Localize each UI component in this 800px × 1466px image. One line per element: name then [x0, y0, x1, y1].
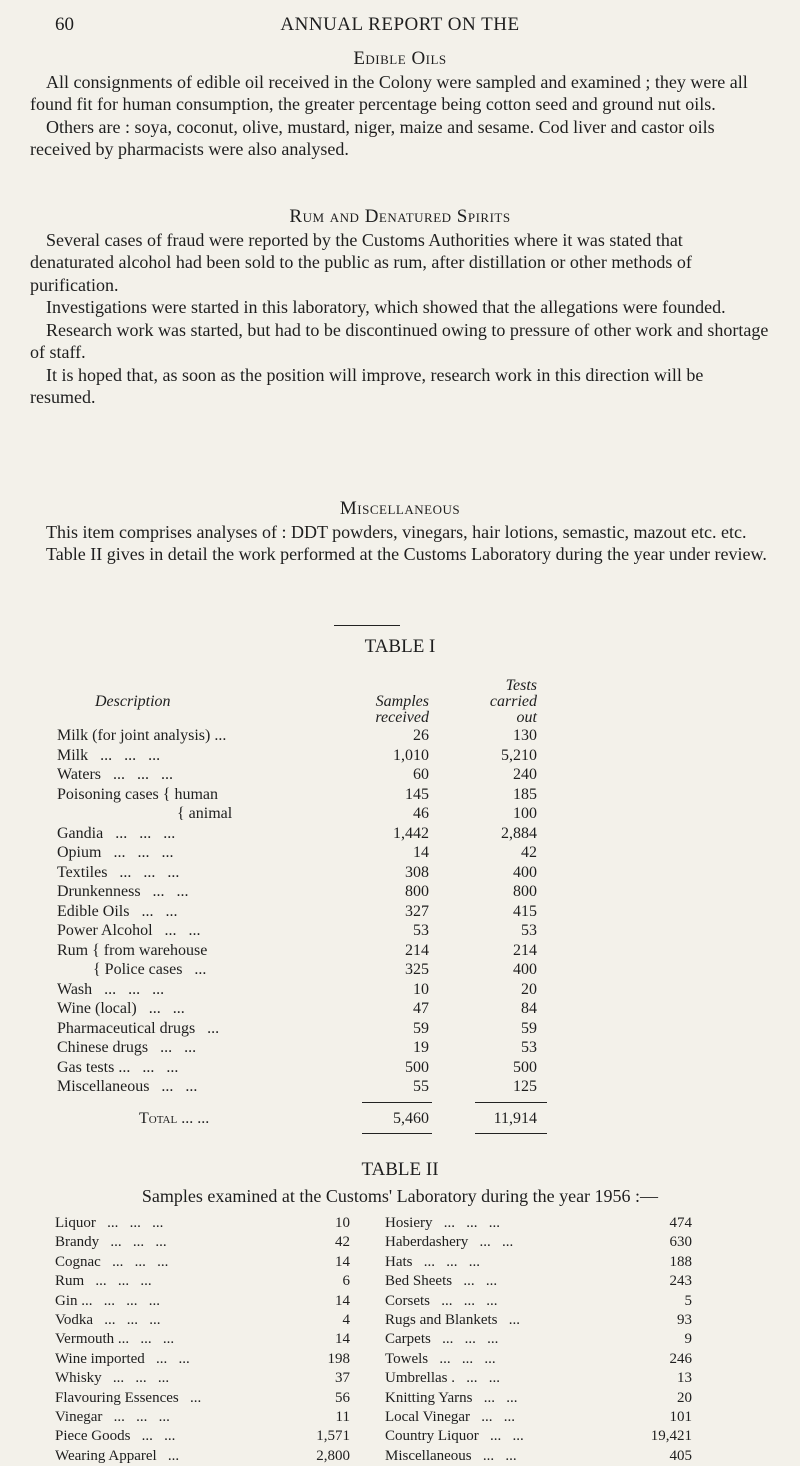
row-tests: 53	[521, 922, 537, 939]
item-label: Vinegar ... ... ...	[55, 1408, 170, 1425]
item-label: Piece Goods ... ...	[55, 1428, 176, 1445]
row-samples: 214	[405, 941, 429, 959]
table1-row	[57, 902, 617, 922]
item-label: Whisky ... ... ...	[55, 1370, 170, 1387]
item-label: Flavouring Essences ...	[55, 1389, 202, 1406]
table1-row	[57, 746, 617, 766]
item-label: Wearing Apparel ...	[55, 1447, 180, 1464]
row-tests: 125	[513, 1078, 537, 1095]
section-divider	[334, 625, 400, 626]
table2-row	[55, 1330, 755, 1349]
paragraph: All consignments of edible oil received in the Colony were sampled and examined ; they were all found fit for human consumption, the greater percentage being cotton seed and ground nut oils.	[30, 71, 748, 114]
table1-row	[57, 1019, 617, 1039]
item-count: 630	[669, 1234, 692, 1251]
row-description: Milk (for joint analysis) ...	[57, 727, 227, 744]
row-description: Wine (local) ... ...	[57, 1000, 185, 1017]
item-label: Carpets ... ... ...	[385, 1331, 499, 1348]
table1-title: TABLE I	[364, 636, 436, 657]
table2-row	[55, 1427, 755, 1446]
table1-row	[57, 785, 617, 805]
row-samples: 53	[413, 922, 429, 939]
table2-row	[55, 1272, 755, 1291]
item-label: Hosiery ... ... ...	[385, 1215, 500, 1231]
table1-row	[57, 980, 617, 1000]
item-count: 14	[335, 1292, 350, 1309]
row-tests: 400	[513, 961, 537, 978]
row-tests: 84	[521, 1000, 537, 1017]
table1-row	[57, 843, 617, 863]
table1-row	[57, 863, 617, 883]
table2-row	[55, 1447, 755, 1466]
row-samples: 1,442	[393, 824, 429, 842]
col-description: Description	[95, 693, 171, 710]
row-tests: 130	[513, 727, 537, 744]
section-title: Miscellaneous	[339, 498, 461, 519]
row-description: Gandia ... ... ...	[57, 824, 176, 842]
row-description: Pharmaceutical drugs ...	[57, 1019, 220, 1037]
table1-row	[57, 1058, 617, 1078]
item-count: 243	[669, 1273, 692, 1290]
row-description: Waters ... ... ...	[57, 766, 174, 783]
table1-total-row	[57, 1109, 617, 1131]
row-tests: 2,884	[501, 824, 537, 842]
table2-title: TABLE II	[361, 1159, 439, 1180]
item-count: 93	[677, 1311, 692, 1328]
item-label: Local Vinegar ... ...	[385, 1408, 516, 1425]
table1-row	[57, 882, 617, 902]
item-count: 2,800	[316, 1447, 350, 1464]
table1-row	[57, 824, 617, 844]
table2-row	[55, 1408, 755, 1427]
table1-body	[57, 726, 617, 1097]
row-tests: 5,210	[501, 746, 537, 764]
row-samples: 145	[405, 785, 429, 803]
item-label: Vodka ... ... ...	[55, 1311, 161, 1328]
rule	[362, 1102, 432, 1103]
table2-body	[55, 1214, 755, 1466]
item-count: 246	[669, 1350, 692, 1367]
rule	[475, 1133, 547, 1134]
row-description: Milk ... ... ...	[57, 746, 161, 764]
row-tests: 240	[513, 766, 537, 783]
total-samples: 5,460	[393, 1109, 429, 1127]
total-tests: 11,914	[493, 1109, 537, 1127]
rule	[475, 1102, 547, 1103]
col-samples-line2: received	[375, 709, 429, 726]
item-count: 5	[684, 1292, 692, 1309]
item-count: 42	[335, 1234, 350, 1251]
item-count: 14	[335, 1331, 350, 1348]
col-samples-line1: Samples	[375, 693, 429, 710]
item-label: Umbrellas . ... ...	[385, 1370, 500, 1387]
item-count: 6	[342, 1273, 350, 1290]
miscellaneous-section	[30, 498, 770, 566]
item-count: 56	[335, 1389, 350, 1406]
row-samples: 14	[413, 844, 429, 861]
page-number: 60	[55, 14, 74, 35]
table1-row	[57, 921, 617, 941]
row-samples: 325	[405, 961, 429, 978]
item-label: Hats ... ... ...	[385, 1253, 480, 1270]
item-label: Gin ... ... ... ...	[55, 1292, 160, 1309]
table1-row	[57, 999, 617, 1019]
table1	[57, 672, 617, 1139]
item-count: 188	[669, 1253, 692, 1270]
table1-rule-row	[57, 1097, 617, 1109]
row-tests: 59	[521, 1019, 537, 1037]
row-tests: 185	[513, 785, 537, 803]
col-tests-line3: out	[516, 709, 537, 726]
row-tests: 20	[521, 980, 537, 998]
col-tests-line1: Tests	[505, 677, 537, 694]
row-samples: 59	[413, 1019, 429, 1037]
item-label: Wine imported ... ...	[55, 1350, 190, 1367]
table2	[55, 1214, 755, 1466]
table1-row	[57, 765, 617, 785]
item-label: Brandy ... ... ...	[55, 1234, 167, 1251]
row-tests: 500	[513, 1058, 537, 1076]
item-count: 198	[327, 1350, 350, 1367]
row-description: Power Alcohol ... ...	[57, 922, 201, 939]
row-tests: 415	[513, 902, 537, 920]
row-tests: 800	[513, 883, 537, 900]
table1-bottom-rule-row	[57, 1131, 617, 1139]
table2-row	[55, 1253, 755, 1272]
item-label: Bed Sheets ... ...	[385, 1273, 498, 1290]
table2-row	[55, 1292, 755, 1311]
row-tests: 100	[513, 805, 537, 822]
paragraph: This item comprises analyses of : DDT powders, vinegars, hair lotions, semastic, mazout etc. etc.	[46, 521, 747, 542]
row-samples: 10	[413, 980, 429, 998]
table1-row	[57, 1077, 617, 1097]
row-description: Chinese drugs ... ...	[57, 1039, 197, 1056]
row-samples: 1,010	[393, 746, 429, 764]
item-count: 19,421	[650, 1428, 692, 1445]
paragraph: Investigations were started in this laboratory, which showed that the allegations were founded.	[46, 297, 726, 317]
table2-row	[55, 1311, 755, 1330]
section-title: Rum and Denatured Spirits	[289, 206, 511, 227]
table2-row	[55, 1233, 755, 1252]
item-label: Haberdashery ... ...	[385, 1234, 514, 1251]
table1-row	[57, 941, 617, 961]
rum-section	[30, 206, 770, 409]
row-samples: 60	[413, 766, 429, 783]
table2-row	[55, 1350, 755, 1369]
row-tests: 214	[513, 941, 537, 959]
item-label: Towels ... ... ...	[385, 1350, 496, 1367]
row-description: Gas tests ... ... ...	[57, 1058, 179, 1076]
item-count: 37	[335, 1370, 350, 1387]
row-description: Poisoning cases { human	[57, 785, 218, 803]
row-description: Drunkenness ... ...	[57, 883, 189, 900]
item-count: 1,571	[316, 1428, 350, 1445]
item-label: Corsets ... ... ...	[385, 1292, 498, 1309]
table1-row	[57, 726, 617, 746]
col-tests-line2: carried	[489, 693, 537, 710]
table2-subtitle: Samples examined at the Customs' Laboratory during the year 1956 :—	[141, 1186, 659, 1206]
rule	[362, 1133, 432, 1134]
table2-row	[55, 1214, 755, 1233]
item-count: 474	[669, 1215, 692, 1231]
table1-row	[57, 804, 617, 824]
row-description: Opium ... ... ...	[57, 844, 174, 861]
row-tests: 53	[521, 1039, 537, 1056]
row-samples: 800	[405, 883, 429, 900]
paragraph: Table II gives in detail the work performed at the Customs Laboratory during the year under review.	[46, 544, 767, 564]
item-count: 4	[342, 1311, 350, 1328]
row-samples: 19	[413, 1039, 429, 1056]
row-description: Textiles ... ... ...	[57, 863, 180, 881]
row-description: Rum { from warehouse	[57, 941, 208, 959]
item-count: 405	[669, 1447, 692, 1464]
table1-header	[57, 672, 617, 726]
row-samples: 327	[405, 902, 429, 920]
total-label: Total ... ...	[139, 1109, 210, 1127]
row-description: Miscellaneous ... ...	[57, 1078, 198, 1095]
row-description: { Police cases ...	[57, 961, 207, 978]
table2-row	[55, 1369, 755, 1388]
table1-row	[57, 960, 617, 980]
row-samples: 308	[405, 863, 429, 881]
row-description: { animal	[57, 805, 233, 822]
section-title: Edible Oils	[353, 48, 447, 69]
item-count: 11	[335, 1408, 350, 1425]
item-label: Liquor ... ... ...	[55, 1215, 164, 1231]
row-samples: 46	[413, 805, 429, 822]
row-description: Wash ... ... ...	[57, 980, 165, 998]
item-count: 20	[677, 1389, 692, 1406]
item-count: 14	[335, 1253, 350, 1270]
row-tests: 42	[521, 844, 537, 861]
row-samples: 26	[413, 727, 429, 744]
item-count: 13	[677, 1370, 692, 1387]
table2-row	[55, 1389, 755, 1408]
item-count: 9	[684, 1331, 692, 1348]
item-label: Rugs and Blankets ...	[385, 1311, 520, 1328]
row-samples: 55	[413, 1078, 429, 1095]
row-tests: 400	[513, 863, 537, 881]
row-samples: 500	[405, 1058, 429, 1076]
table1-row	[57, 1038, 617, 1058]
item-label: Country Liquor ... ...	[385, 1428, 524, 1445]
paragraph: Others are : soya, coconut, olive, mustard, niger, maize and sesame. Cod liver and castor oils received by pharmacists were also analysed.	[30, 116, 715, 159]
row-description: Edible Oils ... ...	[57, 902, 178, 920]
edible-oils-section	[30, 48, 770, 161]
paragraph: It is hoped that, as soon as the position will improve, research work in this direction will be resumed.	[30, 364, 704, 407]
item-label: Cognac ... ... ...	[55, 1253, 169, 1270]
item-label: Rum ... ... ...	[55, 1273, 152, 1290]
item-count: 10	[335, 1215, 350, 1231]
item-label: Vermouth ... ... ...	[55, 1331, 175, 1348]
item-count: 101	[669, 1408, 692, 1425]
paragraph: Several cases of fraud were reported by the Customs Authorities where it was stated that denaturated alcohol had been sold to the public as rum, after distillation or other methods of purification.	[30, 229, 692, 295]
paragraph: Research work was started, but had to be discontinued owing to pressure of other work and shortage of staff.	[30, 319, 769, 362]
running-title: ANNUAL REPORT ON THE	[280, 14, 520, 35]
item-label: Knitting Yarns ... ...	[385, 1389, 518, 1406]
item-label: Miscellaneous ... ...	[385, 1447, 517, 1464]
row-samples: 47	[413, 1000, 429, 1017]
